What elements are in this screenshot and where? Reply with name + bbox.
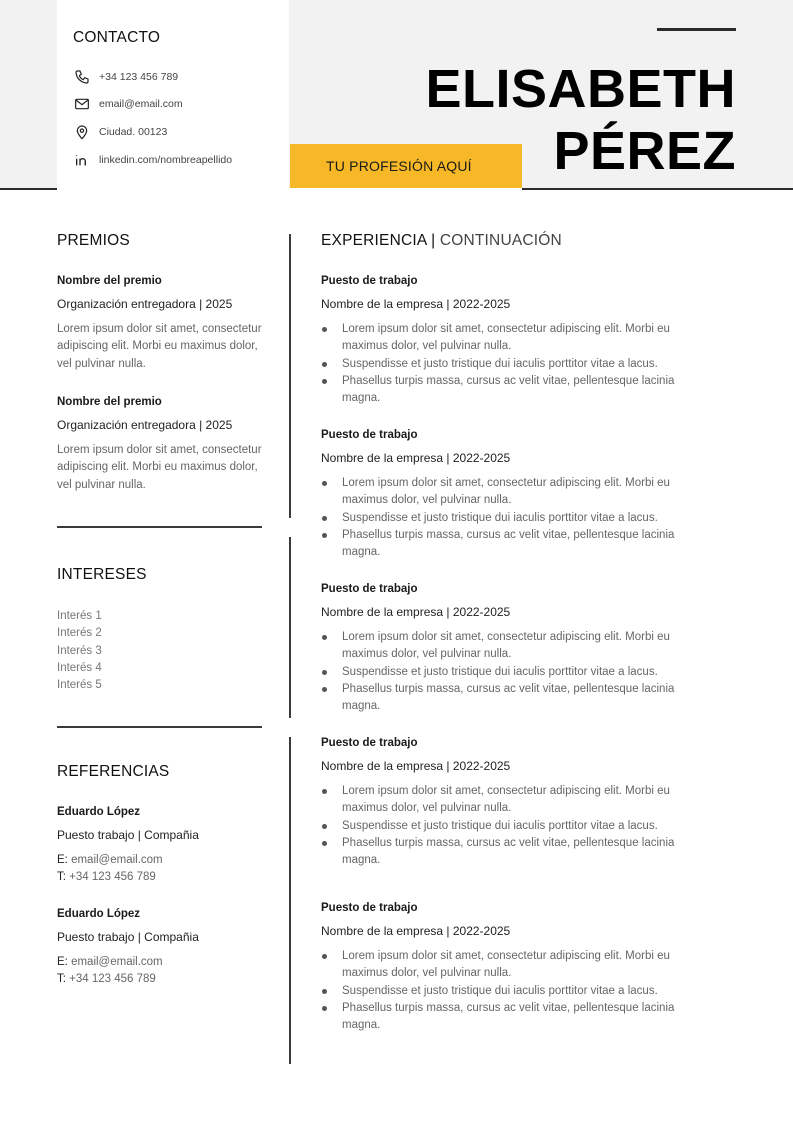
job-position: Puesto de trabajo (321, 275, 418, 287)
award-org: Organización entregadora | 2025 (57, 297, 233, 311)
references-title: REFERENCIAS (57, 763, 170, 780)
mail-icon (73, 95, 91, 113)
interest-item: Interés 1 (57, 610, 102, 622)
award-org: Organización entregadora | 2025 (57, 418, 233, 432)
contact-phone (73, 67, 178, 87)
award-description: Lorem ipsum dolor sit amet, consectetur adipiscing elit. Morbi eu maximus dolor, vel pulvinar nulla. (57, 444, 262, 491)
job-bullets (321, 783, 711, 869)
reference-name: Eduardo López (57, 806, 141, 818)
job-position: Puesto de trabajo (321, 737, 418, 749)
job-position: Puesto de trabajo (321, 429, 418, 441)
contact-location-text: Ciudad. 00123 (99, 126, 168, 138)
interest-item: Interés 4 (57, 661, 102, 674)
reference-role: Puesto trabajo | Compañia (57, 828, 199, 842)
column-divider (289, 234, 291, 518)
profession-text: TU PROFESIÓN AQUÍ (326, 158, 472, 174)
award-name: Nombre del premio (57, 396, 162, 408)
award-name: Nombre del premio (57, 275, 162, 287)
experience-title-sub: CONTINUACIÓN (439, 232, 562, 249)
job-bullet: Phasellus turpis massa, cursus ac velit vitae, pellentesque lacinia magna. (321, 1000, 711, 1035)
reference-email[interactable]: email@email.com (71, 854, 163, 866)
job-bullet: Suspendisse et justo tristique dui iaculis porttitor vitae a lacus. (321, 818, 711, 835)
award-description: Lorem ipsum dolor sit amet, consectetur adipiscing elit. Morbi eu maximus dolor, vel pulvinar nulla. (57, 323, 262, 370)
job-company: Nombre de la empresa | 2022-2025 (321, 451, 511, 465)
reference-email[interactable]: email@email.com (71, 956, 163, 968)
job-bullet: Phasellus turpis massa, cursus ac velit vitae, pellentesque lacinia magna. (321, 835, 711, 870)
header-rule-right (522, 188, 793, 190)
interest-item: Interés 2 (57, 627, 102, 640)
contact-card (57, 0, 289, 194)
reference-phone[interactable]: +34 123 456 789 (69, 871, 156, 883)
experience-title-main: EXPERIENCIA (321, 232, 427, 249)
reference-role: Puesto trabajo | Compañia (57, 930, 199, 944)
job-bullet: Lorem ipsum dolor sit amet, consectetur adipiscing elit. Morbi eu maximus dolor, vel pulvinar nulla. (321, 629, 711, 664)
job-bullet: Phasellus turpis massa, cursus ac velit vitae, pellentesque lacinia magna. (321, 681, 711, 716)
interest-item: Interés 5 (57, 679, 102, 692)
reference-name: Eduardo López (57, 908, 141, 920)
contact-linkedin-text[interactable]: linkedin.com/nombreapellido (99, 154, 233, 166)
section-divider (57, 526, 262, 528)
awards-title: PREMIOS (57, 232, 130, 249)
reference-contact (57, 852, 163, 886)
job-position: Puesto de trabajo (321, 902, 418, 914)
column-divider (289, 737, 291, 1064)
profession-banner (290, 144, 522, 188)
contact-linkedin (73, 150, 232, 170)
job-bullet: Lorem ipsum dolor sit amet, consectetur adipiscing elit. Morbi eu maximus dolor, vel pulvinar nulla. (321, 321, 711, 356)
email-label: E: (57, 956, 68, 968)
contact-email (73, 94, 183, 114)
job-bullets (321, 948, 711, 1034)
reference-contact (57, 954, 163, 988)
job-company: Nombre de la empresa | 2022-2025 (321, 759, 511, 773)
contact-location (73, 122, 167, 142)
location-icon (73, 123, 91, 141)
interests-list (57, 608, 102, 694)
job-bullet: Suspendisse et justo tristique dui iaculis porttitor vitae a lacus. (321, 983, 711, 1000)
experience-title (321, 232, 562, 250)
phone-label: T: (57, 871, 66, 883)
header-accent-line (657, 28, 736, 31)
experience-title-separator: | (431, 232, 436, 249)
job-bullet: Lorem ipsum dolor sit amet, consectetur adipiscing elit. Morbi eu maximus dolor, vel pulvinar nulla. (321, 948, 711, 983)
job-bullets (321, 321, 711, 407)
job-position: Puesto de trabajo (321, 583, 418, 595)
job-bullet: Phasellus turpis massa, cursus ac velit vitae, pellentesque lacinia magna. (321, 527, 711, 562)
reference-phone[interactable]: +34 123 456 789 (69, 973, 156, 985)
email-label: E: (57, 854, 68, 866)
job-bullet: Lorem ipsum dolor sit amet, consectetur adipiscing elit. Morbi eu maximus dolor, vel pulvinar nulla. (321, 783, 711, 818)
column-divider (289, 537, 291, 718)
linkedin-icon (73, 151, 91, 169)
job-bullet: Suspendisse et justo tristique dui iaculis porttitor vitae a lacus. (321, 510, 711, 527)
job-bullet: Suspendisse et justo tristique dui iaculis porttitor vitae a lacus. (321, 356, 711, 373)
contact-email-text[interactable]: email@email.com (99, 98, 183, 110)
job-bullets (321, 475, 711, 561)
job-bullet: Lorem ipsum dolor sit amet, consectetur adipiscing elit. Morbi eu maximus dolor, vel pulvinar nulla. (321, 475, 711, 510)
phone-icon (73, 68, 91, 86)
phone-label: T: (57, 973, 66, 985)
job-company: Nombre de la empresa | 2022-2025 (321, 297, 511, 311)
job-company: Nombre de la empresa | 2022-2025 (321, 605, 511, 619)
interest-item: Interés 3 (57, 644, 102, 657)
first-name: ELISABETH (425, 59, 736, 119)
section-divider (57, 726, 262, 728)
last-name: PÉREZ (553, 121, 736, 181)
job-bullet: Phasellus turpis massa, cursus ac velit vitae, pellentesque lacinia magna. (321, 373, 711, 408)
contact-phone-text[interactable]: +34 123 456 789 (99, 71, 179, 83)
job-company: Nombre de la empresa | 2022-2025 (321, 924, 511, 938)
header-rule-left (0, 188, 57, 190)
job-bullets (321, 629, 711, 715)
interests-title: INTERESES (57, 566, 147, 583)
job-bullet: Suspendisse et justo tristique dui iaculis porttitor vitae a lacus. (321, 664, 711, 681)
contact-title: CONTACTO (73, 29, 161, 46)
